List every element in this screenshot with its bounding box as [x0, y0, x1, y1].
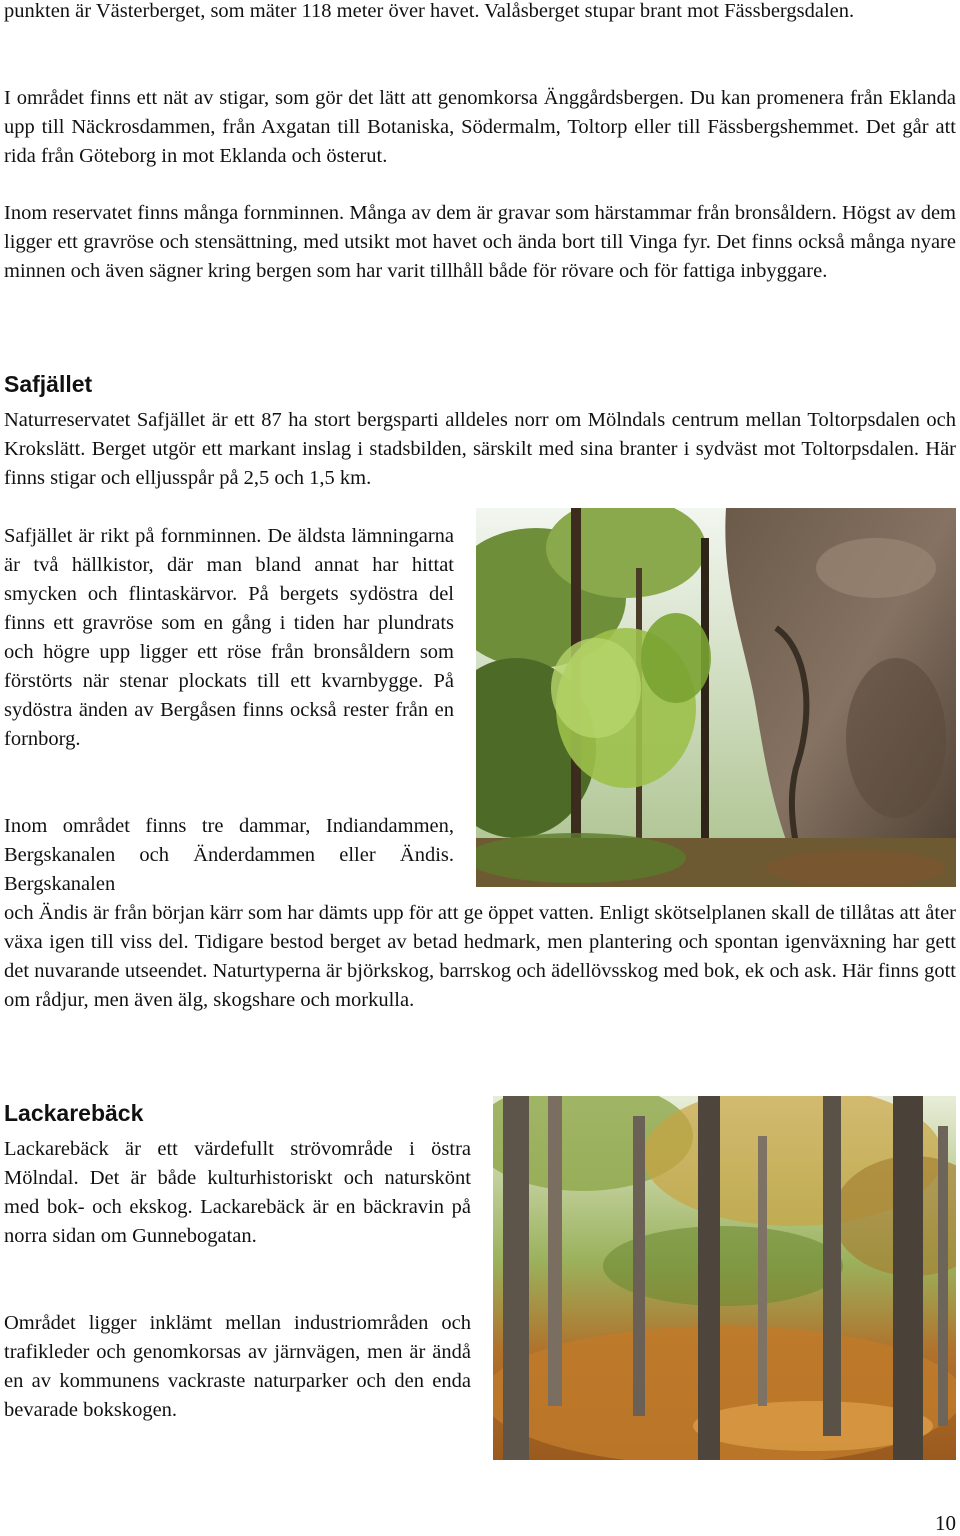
- lackareback-paragraph-1: Lackarebäck är ett värdefullt strövområde i östra Mölndal. Det är både kulturhistoriskt och naturskönt med bok- och ekskog. Lackarebäck är en bäckravin på norra sidan om Gunnebogatan.: [4, 1138, 471, 1247]
- safjallet-paragraph-1: Naturreservatet Safjället är ett 87 ha stort bergsparti alldeles norr om Mölndals centrum mellan Toltorpsdalen och Krokslätt. Berget utgör ett markant inslag i stadsbilden, särskilt med sina branter i sydväst mot Toltorpsdalen. Här finns stigar och elljusspår på 2,5 och 1,5 km.: [4, 409, 956, 489]
- lackareback-paragraph-2: Området ligger inklämt mellan industriområden och trafikleder och genomkorsas av järnvägen, men är ändå en av kommunens vackraste naturparker och den enda bevarade bokskogen.: [4, 1312, 471, 1421]
- safjallet-paragraph-3-start: Inom området finns tre dammar, Indiandammen, Bergskanalen och Änderdammen eller Ändis. Bergskanalen: [4, 815, 454, 895]
- section-heading-safjallet: Safjället: [4, 371, 93, 397]
- photo-lackareback-beech-forest-image: [493, 1096, 956, 1460]
- safjallet-paragraph-2: Safjället är rikt på fornminnen. De äldsta lämningarna är två hällkistor, där man bland annat har hittat smycken och flintaskärvor. På bergets sydöstra del finns ett gravröse som en gång i tiden har plundrats och högre upp ligger ett röse från bronsåldern som förstörts när stenar plockats till ett kvarnbygge. På sydöstra änden av Bergåsen finns också rester från en fornborg.: [4, 525, 454, 750]
- intro-paragraph-ancient-monuments: Inom reservatet finns många fornminnen. Många av dem är gravar som härstammar från bronsåldern. Högst av dem ligger ett gravröse och stensättning, med utsikt mot havet och ända bort till Vinga fyr. Det finns också många nyare minnen och även sägner kring bergen som har varit tillhåll både för rövare och för fattiga inbyggare.: [4, 202, 956, 282]
- safjallet-paragraph-3-continued: och Ändis är från början kärr som har dämts upp för att ge öppet vatten. Enligt skötselplanen skall de tillåtas att åter växa igen till viss del. Tidigare bestod berget av betad hedmark, men plantering och spontan igenväxning har gett det nuvarande utseendet. Naturtyperna är björkskog, barrskog och ädellövsskog med bok, ek och ask. Här finns gott om rådjur, men även älg, skogshare och morkulla.: [4, 902, 956, 1011]
- section-heading-lackareback: Lackarebäck: [4, 1100, 144, 1126]
- photo-safjallet-cliff: [476, 508, 956, 887]
- page-number: 10: [935, 1511, 956, 1535]
- intro-paragraph-0: punkten är Västerberget, som mäter 118 meter över havet. Valåsberget stupar brant mot Fässbergsdalen.: [4, 0, 855, 22]
- photo-safjallet-cliff-image: [476, 508, 956, 887]
- intro-paragraph-paths: I området finns ett nät av stigar, som gör det lätt att genomkorsa Änggårdsbergen. Du kan promenera från Eklanda upp till Näckrosdammen, från Axgatan till Botaniska, Södermalm, Toltorp eller till Fässbergshemmet. Det går att rida från Göteborg in mot Eklanda och österut.: [4, 87, 956, 167]
- photo-lackareback-beech-forest: [493, 1096, 956, 1460]
